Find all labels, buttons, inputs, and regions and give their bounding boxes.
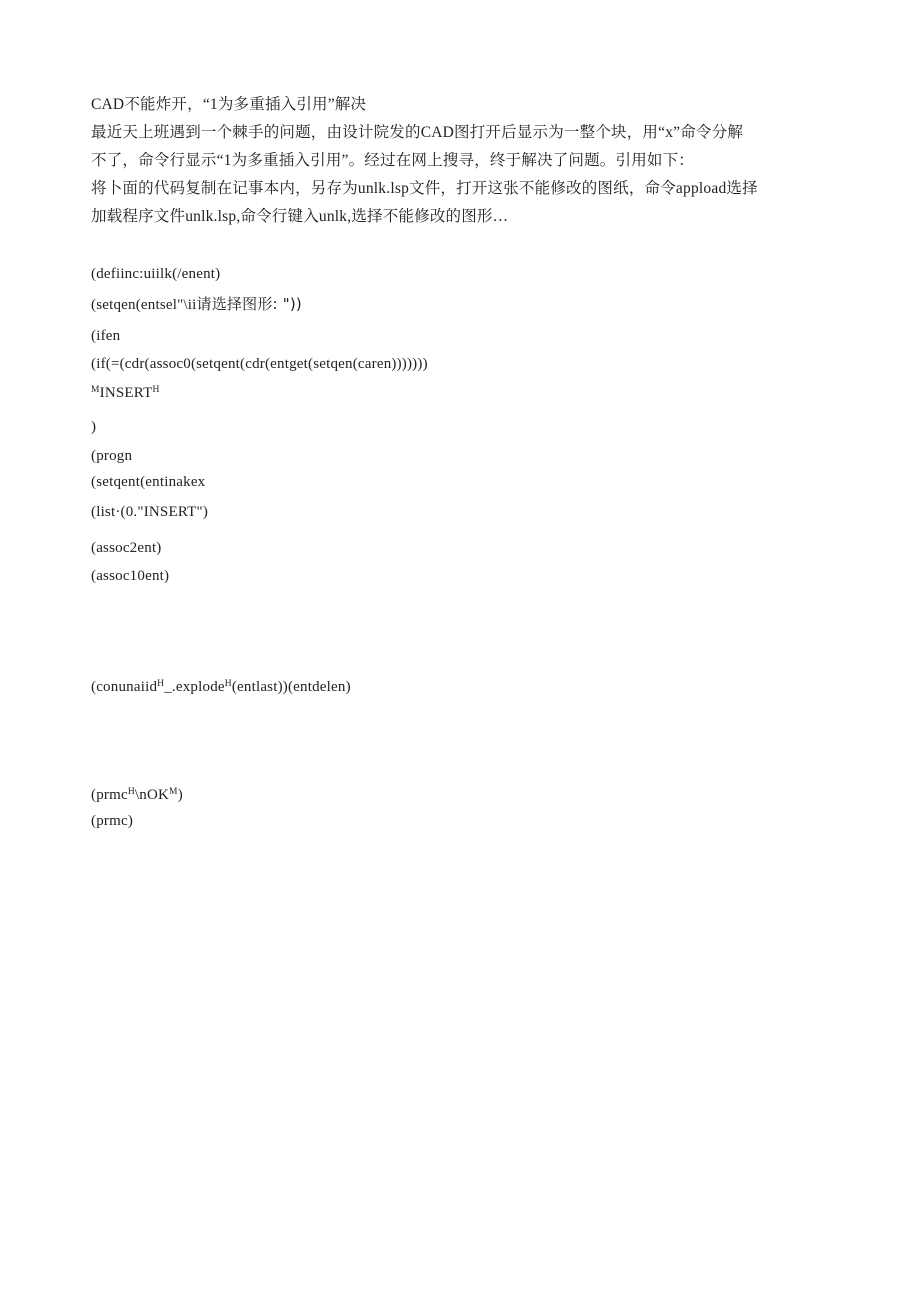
code-fragment: \nOK [134, 787, 170, 803]
code-line-princ: (prmc) [91, 813, 134, 829]
code-line-ifen: (ifen [91, 328, 121, 344]
code-line-assoc10: (assoc10ent) [91, 568, 170, 584]
intro-line-4: 加载程序文件unlk.lsp,命令行键入unlk,选择不能修改的图形… [91, 208, 509, 225]
document-title: CAD不能炸开，“1为多重插入引用”解决 [91, 96, 367, 113]
code-line-setq-entmake: (setqent(entinakex [91, 474, 206, 490]
intro-line-2: 不了，命令行显示“1为多重插入引用”。经过在网上搜寻，终于解决了问题。引用如下： [91, 152, 695, 169]
intro-line-3: 将卜面的代码复制在记事本内，另存为unlk.lsp文件，打开这张不能修改的图纸，命令appload选择 [91, 180, 758, 197]
code-line-command-explode [91, 677, 351, 697]
code-fragment: _.explode [164, 679, 225, 695]
code-fragment: (conunaiid [91, 679, 158, 695]
code-line-list-insert: (list·(0."INSERT") [91, 504, 209, 520]
code-fragment: INSERT [99, 385, 153, 401]
superscript-mark: H [157, 679, 165, 689]
code-fragment: (entlast))(entdelen) [231, 679, 351, 695]
superscript-mark: H [224, 679, 232, 689]
code-line-assoc2: (assoc2ent) [91, 540, 162, 556]
code-fragment: (prmc [91, 787, 128, 803]
superscript-mark: H [152, 385, 160, 395]
intro-line-1: 最近天上班遇到一个棘手的问题，由设计院发的CAD图打开后显示为一整个块，用“x”命令分解 [91, 124, 744, 141]
code-line-progn: (progn [91, 448, 133, 464]
superscript-mark: H [127, 787, 135, 797]
code-line-princ-ok [91, 785, 183, 805]
superscript-mark: M [91, 385, 100, 395]
code-prompt-text: 请选择图形: ")) [196, 295, 302, 313]
code-fragment: ) [177, 787, 183, 803]
code-line-if-assoc: (if(=(cdr(assoc0(setqent(cdr(entget(setqen(caren))))))) [91, 356, 428, 372]
code-line-defun: (defiinc:uiilk(/enent) [91, 266, 221, 282]
code-line-insert [91, 383, 160, 403]
code-fragment: (setqen(entsel"\ii [91, 297, 197, 313]
superscript-mark: M [169, 787, 178, 797]
code-line-setq-entsel [91, 294, 302, 315]
code-line-close-paren: ) [91, 419, 97, 435]
